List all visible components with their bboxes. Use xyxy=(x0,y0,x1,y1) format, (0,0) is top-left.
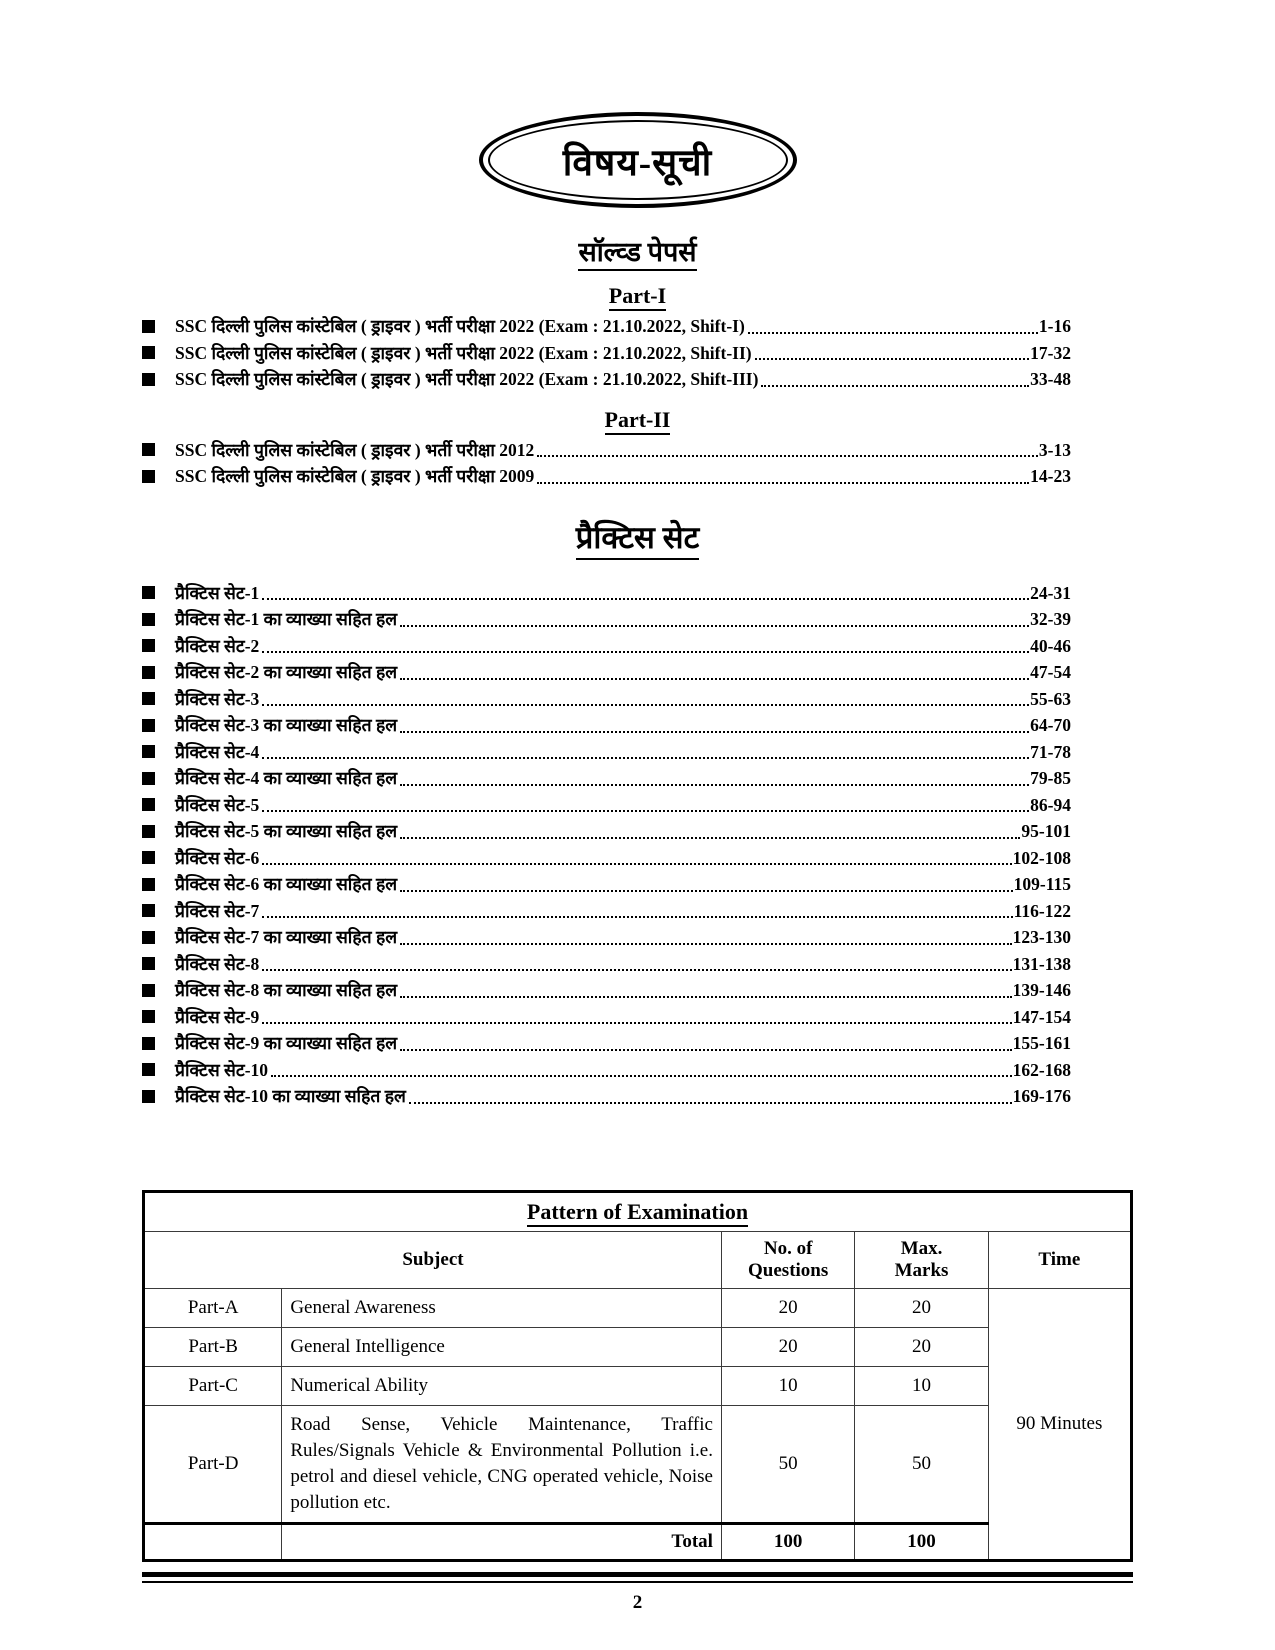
dot-leader xyxy=(262,1022,1011,1024)
toc-entry-pages: 102-108 xyxy=(1012,847,1071,868)
toc-entry-practice xyxy=(142,712,1071,739)
toc-entry-practice xyxy=(142,606,1071,633)
exam-pattern-section xyxy=(142,1190,1133,1562)
column-header-subject: Subject xyxy=(144,1231,722,1288)
dot-leader xyxy=(262,651,1029,653)
table-total-row xyxy=(144,1523,1132,1560)
bullet-square-icon xyxy=(142,320,155,333)
dot-leader xyxy=(271,1075,1012,1077)
bullet-square-icon xyxy=(142,1010,155,1023)
toc-entry-pages: 86-94 xyxy=(1030,794,1071,815)
toc-entry-label: SSC दिल्ली पुलिस कांस्टेबिल ( ड्राइवर ) भर्ती परीक्षा 2009 xyxy=(175,466,535,486)
column-header-time: Time xyxy=(988,1231,1131,1288)
dot-leader xyxy=(400,1049,1012,1051)
dot-leader xyxy=(748,332,1038,334)
bullet-square-icon xyxy=(142,772,155,785)
toc-entry-pages: 131-138 xyxy=(1012,953,1071,974)
toc-entry-label: SSC दिल्ली पुलिस कांस्टेबिल ( ड्राइवर ) भर्ती परीक्षा 2012 xyxy=(175,439,535,460)
bullet-square-icon xyxy=(142,470,155,483)
bullet-square-icon xyxy=(142,798,155,811)
toc-entry-pages: 162-168 xyxy=(1012,1059,1071,1080)
cell-questions: 20 xyxy=(721,1327,854,1366)
cell-part-label: Part-B xyxy=(144,1327,282,1366)
toc-entry-practice xyxy=(142,1030,1071,1057)
dot-leader xyxy=(262,969,1011,971)
toc-entry-practice xyxy=(142,898,1071,925)
toc-entry-practice xyxy=(142,686,1071,713)
toc-entry-pages: 71-78 xyxy=(1030,741,1071,762)
table-row xyxy=(144,1366,1132,1405)
column-header-questions: No. of Questions xyxy=(721,1231,854,1288)
bullet-square-icon xyxy=(142,586,155,599)
cell-questions: 10 xyxy=(721,1366,854,1405)
footer-rule-thick xyxy=(142,1572,1133,1577)
cell-subject: General Intelligence xyxy=(282,1327,722,1366)
part1-heading: Part-I xyxy=(142,283,1133,309)
part2-toc-list xyxy=(142,437,1133,490)
dot-leader xyxy=(262,916,1012,918)
cell-part-label: Part-C xyxy=(144,1366,282,1405)
toc-entry-pages: 169-176 xyxy=(1012,1086,1071,1106)
bullet-square-icon xyxy=(142,878,155,891)
toc-entry-practice xyxy=(142,659,1071,686)
dot-leader xyxy=(400,678,1029,680)
toc-entry-part1 xyxy=(142,366,1071,393)
toc-entry-practice xyxy=(142,818,1071,845)
dot-leader xyxy=(262,598,1029,600)
dot-leader xyxy=(400,890,1012,892)
toc-entry-practice xyxy=(142,1004,1071,1031)
toc-entry-pages: 116-122 xyxy=(1013,900,1071,921)
cell-time-value: 90 Minutes xyxy=(988,1288,1131,1560)
toc-entry-label: प्रैक्टिस सेट-9 का व्याख्या सहित हल xyxy=(175,1033,398,1053)
bullet-square-icon xyxy=(142,904,155,917)
toc-entry-label: प्रैक्टिस सेट-1 xyxy=(175,582,260,603)
toc-entry-pages: 55-63 xyxy=(1030,688,1071,709)
toc-entry-pages: 47-54 xyxy=(1030,662,1071,682)
cell-total-marks: 100 xyxy=(855,1523,988,1560)
toc-entry-practice xyxy=(142,765,1071,792)
title-oval-inner xyxy=(488,120,788,200)
solved-papers-heading: सॉल्व्ड पेपर्स xyxy=(142,232,1133,269)
bullet-square-icon xyxy=(142,613,155,626)
page-title: विषय-सूची xyxy=(562,142,713,184)
toc-entry-pages: 139-146 xyxy=(1012,980,1071,1000)
dot-leader xyxy=(400,784,1029,786)
cell-marks: 50 xyxy=(855,1405,988,1523)
toc-entry-label: प्रैक्टिस सेट-1 का व्याख्या सहित हल xyxy=(175,609,398,629)
bullet-square-icon xyxy=(142,851,155,864)
toc-entry-practice xyxy=(142,633,1071,660)
table-row xyxy=(144,1288,1132,1327)
toc-entry-practice xyxy=(142,977,1071,1004)
toc-entry-pages: 32-39 xyxy=(1030,609,1071,629)
dot-leader xyxy=(400,996,1012,998)
toc-entry-pages: 79-85 xyxy=(1030,768,1071,788)
toc-entry-pages: 24-31 xyxy=(1030,582,1071,603)
bullet-square-icon xyxy=(142,373,155,386)
bullet-square-icon xyxy=(142,825,155,838)
title-oval xyxy=(479,112,797,208)
footer-double-rule xyxy=(142,1572,1133,1583)
cell-questions: 50 xyxy=(721,1405,854,1523)
toc-entry-pages: 64-70 xyxy=(1030,715,1071,735)
toc-entry-practice xyxy=(142,871,1071,898)
toc-entry-pages: 123-130 xyxy=(1012,927,1071,947)
toc-entry-label: प्रैक्टिस सेट-3 xyxy=(175,688,260,709)
dot-leader xyxy=(400,943,1012,945)
page-content xyxy=(142,0,1133,1614)
toc-entry-label: प्रैक्टिस सेट-6 xyxy=(175,847,260,868)
bullet-square-icon xyxy=(142,957,155,970)
toc-entry-label: प्रैक्टिस सेट-8 का व्याख्या सहित हल xyxy=(175,980,398,1000)
toc-entry-label: प्रैक्टिस सेट-9 xyxy=(175,1006,260,1027)
toc-entry-practice xyxy=(142,1083,1071,1110)
bullet-square-icon xyxy=(142,719,155,732)
dot-leader xyxy=(537,482,1029,484)
cell-questions: 20 xyxy=(721,1288,854,1327)
toc-entry-part1 xyxy=(142,340,1071,367)
toc-entry-label: प्रैक्टिस सेट-2 का व्याख्या सहित हल xyxy=(175,662,398,682)
toc-entry-label: SSC दिल्ली पुलिस कांस्टेबिल ( ड्राइवर ) भर्ती परीक्षा 2022 (Exam : 21.10.2022, Shift-III) xyxy=(175,369,759,389)
cell-marks: 10 xyxy=(855,1366,988,1405)
footer-rule-thin xyxy=(142,1581,1133,1583)
dot-leader xyxy=(761,385,1029,387)
toc-entry-label: प्रैक्टिस सेट-4 xyxy=(175,741,260,762)
toc-entry-practice xyxy=(142,792,1071,819)
bullet-square-icon xyxy=(142,931,155,944)
dot-leader xyxy=(262,704,1029,706)
toc-entry-label: प्रैक्टिस सेट-7 का व्याख्या सहित हल xyxy=(175,927,398,947)
cell-subject: Numerical Ability xyxy=(282,1366,722,1405)
cell-subject: Road Sense, Vehicle Maintenance, Traffic Rules/Signals Vehicle & Environmental Pollution i.e. petrol and diesel vehicle, CNG operated vehicle, Noise pollution etc. xyxy=(282,1405,722,1523)
table-row xyxy=(144,1405,1132,1523)
toc-entry-practice xyxy=(142,739,1071,766)
bullet-square-icon xyxy=(142,666,155,679)
column-header-marks: Max. Marks xyxy=(855,1231,988,1288)
toc-entry-label: प्रैक्टिस सेट-10 xyxy=(175,1059,269,1080)
toc-entry-label: SSC दिल्ली पुलिस कांस्टेबिल ( ड्राइवर ) भर्ती परीक्षा 2022 (Exam : 21.10.2022, Shift-II) xyxy=(175,342,752,363)
dot-leader xyxy=(400,837,1020,839)
bullet-square-icon xyxy=(142,745,155,758)
toc-entry-pages: 147-154 xyxy=(1012,1006,1071,1027)
dot-leader xyxy=(400,731,1029,733)
toc-entry-label: प्रैक्टिस सेट-8 xyxy=(175,953,260,974)
bullet-square-icon xyxy=(142,346,155,359)
dot-leader xyxy=(537,455,1038,457)
cell-part-label: Part-D xyxy=(144,1405,282,1523)
toc-entry-pages: 3-13 xyxy=(1038,439,1071,460)
table-row xyxy=(144,1327,1132,1366)
table-title-cell xyxy=(144,1191,1132,1231)
dot-leader xyxy=(262,757,1029,759)
toc-entry-label: प्रैक्टिस सेट-10 का व्याख्या सहित हल xyxy=(175,1086,406,1106)
toc-entry-practice xyxy=(142,845,1071,872)
toc-entry-pages: 1-16 xyxy=(1038,316,1071,336)
bullet-square-icon xyxy=(142,1037,155,1050)
table-title-row xyxy=(144,1191,1132,1231)
cell-marks: 20 xyxy=(855,1288,988,1327)
dot-leader xyxy=(409,1102,1012,1104)
toc-entry-part2 xyxy=(142,437,1071,464)
cell-subject: General Awareness xyxy=(282,1288,722,1327)
table-header-row xyxy=(144,1231,1132,1288)
dot-leader xyxy=(262,863,1011,865)
toc-entry-pages: 33-48 xyxy=(1030,369,1071,389)
bullet-square-icon xyxy=(142,1090,155,1103)
bullet-square-icon xyxy=(142,692,155,705)
toc-entry-label: प्रैक्टिस सेट-5 का व्याख्या सहित हल xyxy=(175,821,398,841)
bullet-square-icon xyxy=(142,984,155,997)
toc-entry-label: प्रैक्टिस सेट-3 का व्याख्या सहित हल xyxy=(175,715,398,735)
toc-entry-practice xyxy=(142,951,1071,978)
page-number: 2 xyxy=(632,1591,643,1613)
practice-toc-list xyxy=(142,580,1133,1110)
part1-toc-list xyxy=(142,313,1133,393)
toc-entry-practice xyxy=(142,1057,1071,1084)
toc-entry-label: प्रैक्टिस सेट-7 xyxy=(175,900,260,921)
toc-entry-label: प्रैक्टिस सेट-4 का व्याख्या सहित हल xyxy=(175,768,398,788)
toc-entry-part2 xyxy=(142,463,1071,490)
practice-set-heading: प्रैक्टिस सेट xyxy=(142,516,1133,558)
dot-leader xyxy=(755,358,1030,360)
toc-entry-label: SSC दिल्ली पुलिस कांस्टेबिल ( ड्राइवर ) भर्ती परीक्षा 2022 (Exam : 21.10.2022, Shift-I) xyxy=(175,316,745,336)
toc-entry-practice xyxy=(142,580,1071,607)
cell-total-label: Total xyxy=(282,1523,722,1560)
toc-entry-label: प्रैक्टिस सेट-6 का व्याख्या सहित हल xyxy=(175,874,398,894)
toc-entry-pages: 14-23 xyxy=(1030,466,1071,486)
cell-part-label: Part-A xyxy=(144,1288,282,1327)
dot-leader xyxy=(262,810,1029,812)
toc-entry-practice xyxy=(142,924,1071,951)
exam-pattern-table xyxy=(142,1190,1133,1562)
cell-total-empty xyxy=(144,1523,282,1560)
cell-total-questions: 100 xyxy=(721,1523,854,1560)
dot-leader xyxy=(400,625,1029,627)
toc-entry-pages: 17-32 xyxy=(1030,342,1071,363)
part2-heading: Part-II xyxy=(142,407,1133,433)
bullet-square-icon xyxy=(142,639,155,652)
bullet-square-icon xyxy=(142,443,155,456)
bullet-square-icon xyxy=(142,1063,155,1076)
table-title: Pattern of Examination xyxy=(527,1199,748,1227)
toc-entry-pages: 40-46 xyxy=(1030,635,1071,656)
toc-entry-label: प्रैक्टिस सेट-5 xyxy=(175,794,260,815)
toc-entry-pages: 95-101 xyxy=(1021,821,1071,841)
toc-entry-part1 xyxy=(142,313,1071,340)
toc-entry-label: प्रैक्टिस सेट-2 xyxy=(175,635,260,656)
toc-entry-pages: 109-115 xyxy=(1013,874,1071,894)
cell-marks: 20 xyxy=(855,1327,988,1366)
toc-entry-pages: 155-161 xyxy=(1012,1033,1071,1053)
